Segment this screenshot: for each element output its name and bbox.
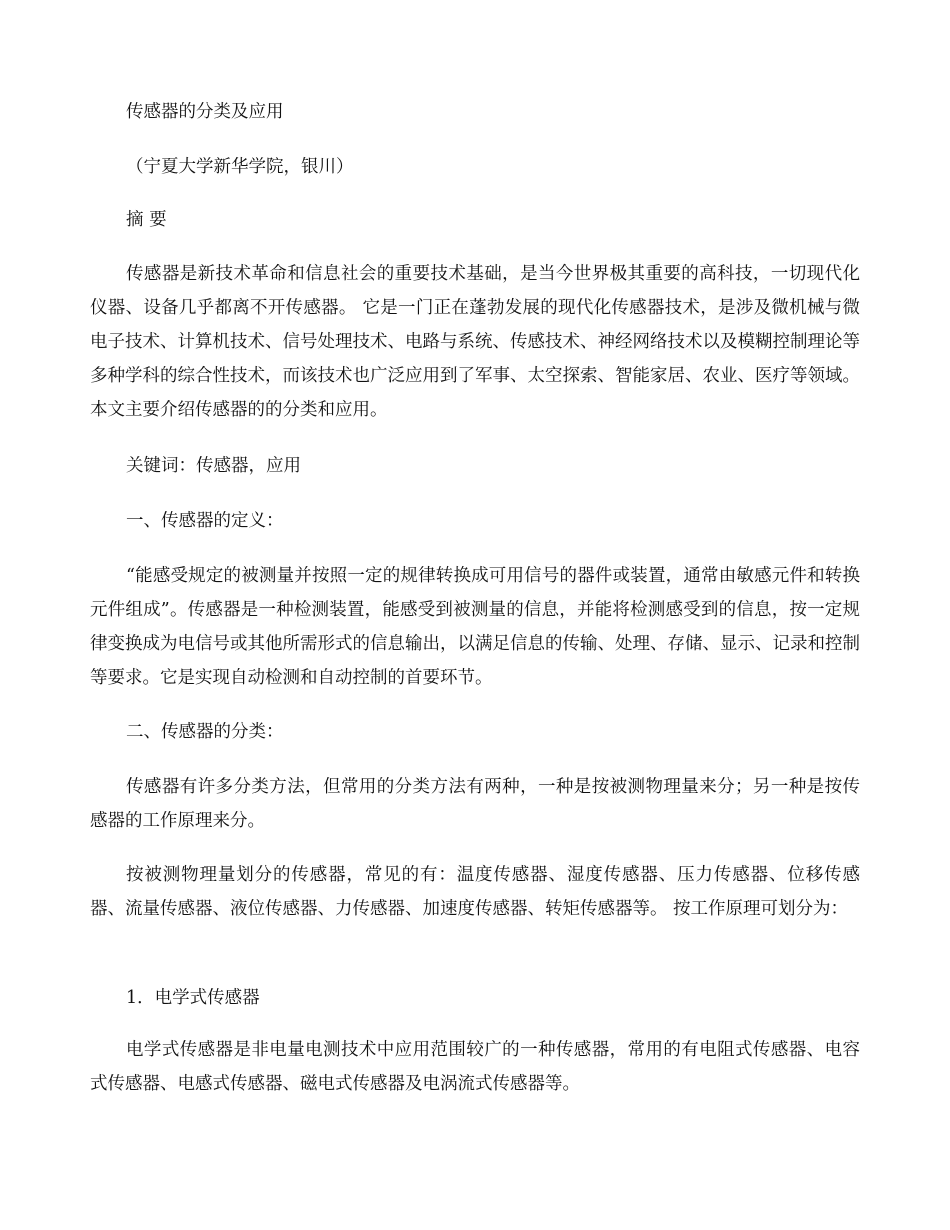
abstract-paragraph: 传感器是新技术革命和信息社会的重要技术基础，是当今世界极其重要的高科技，一切现代化仪器、设备几乎都离不开传感器。 它是一门正在蓬勃发展的现代化传感器技术，是涉及微机械与微电子技术、计算机技术、信号处理技术、电路与系统、传感技术、神经网络技术以及模糊控制理论等多种学科的综合性技术，而该技术也广泛应用到了军事、太空探索、智能家居、农业、医疗等领域。本文主要介绍传感器的的分类和应用。 — [90, 264, 860, 420]
author-affiliation: （宁夏大学新华学院，银川） — [126, 157, 354, 177]
section-1-heading: 一、传感器的定义： — [126, 511, 284, 531]
subsection-1-paragraph: 电学式传感器是非电量电测技术中应用范围较广的一种传感器，常用的有电阻式传感器、电容式传感器、电感式传感器、磁电式传感器及电涡流式传感器等。 — [90, 1040, 860, 1094]
document-title: 传感器的分类及应用 — [126, 102, 284, 122]
abstract-heading: 摘 要 — [126, 210, 167, 230]
section-2-paragraph-2: 按被测物理量划分的传感器，常见的有：温度传感器、湿度传感器、压力传感器、位移传感器、流量传感器、液位传感器、力传感器、加速度传感器、转矩传感器等。 按工作原理可划分为： — [90, 865, 860, 919]
subsection-1-heading: 1．电学式传感器 — [126, 988, 260, 1008]
section-2-paragraph-1: 传感器有许多分类方法，但常用的分类方法有两种，一种是按被测物理量来分；另一种是按传感器的工作原理来分。 — [90, 777, 860, 831]
section-2-heading: 二、传感器的分类： — [126, 722, 284, 742]
section-1-paragraph: “能感受规定的被测量并按照一定的规律转换成可用信号的器件或装置，通常由敏感元件和转换元件组成”。传感器是一种检测装置，能感受到被测量的信息，并能将检测感受到的信息，按一定规律变换成为电信号或其他所需形式的信息输出，以满足信息的传输、处理、存储、显示、记录和控制等要求。它是实现自动检测和自动控制的首要环节。 — [90, 566, 860, 688]
keywords-line: 关键词：传感器，应用 — [126, 456, 301, 476]
